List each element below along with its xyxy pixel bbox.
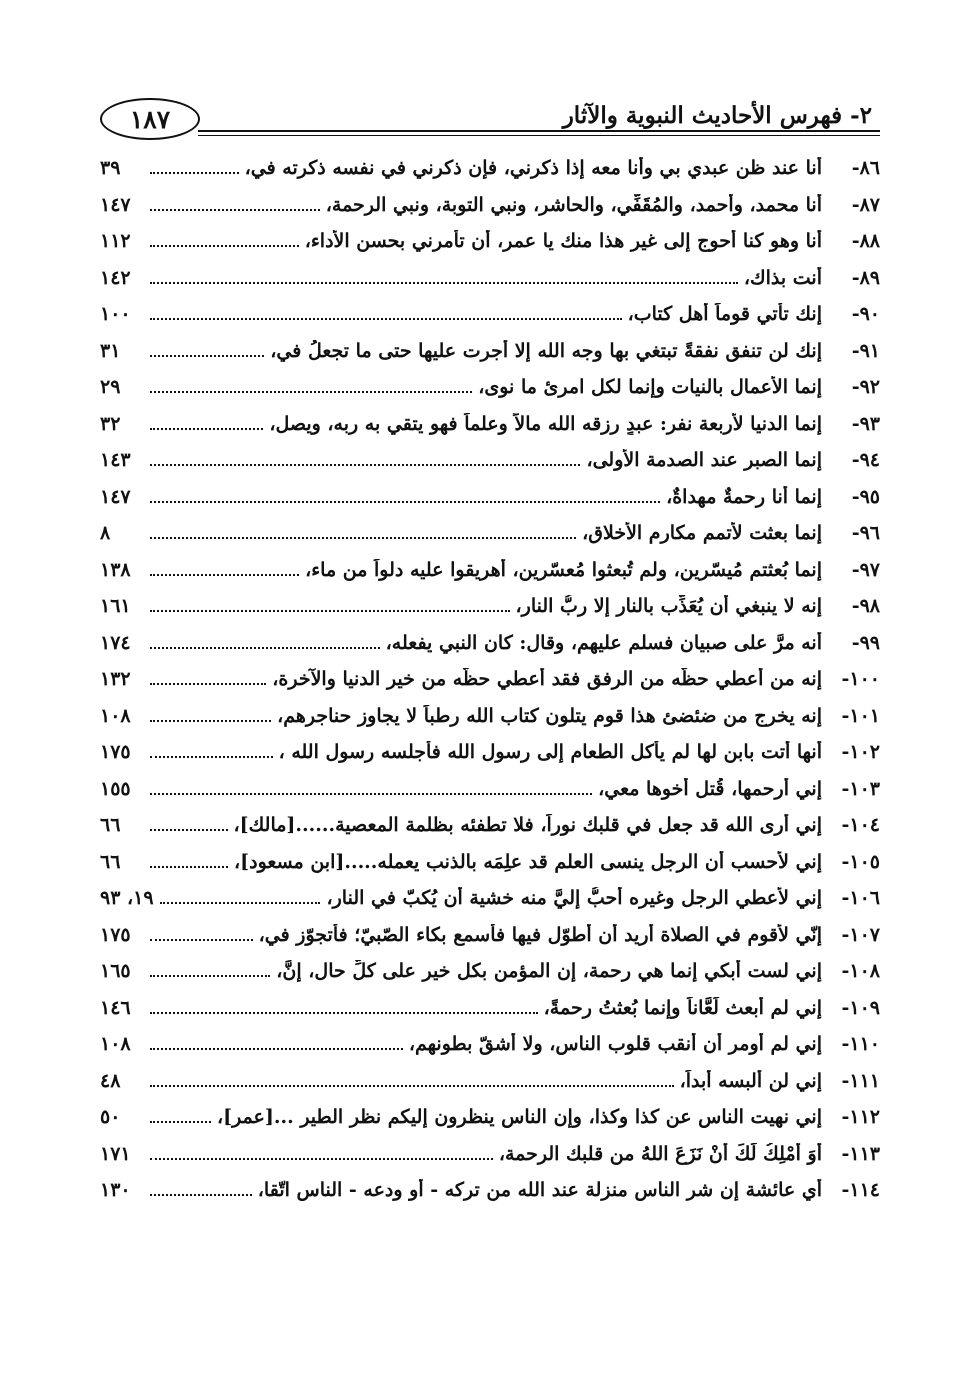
dot-leader xyxy=(150,1194,252,1196)
dot-leader xyxy=(150,720,271,722)
dot-leader xyxy=(150,647,380,649)
index-entry xyxy=(100,479,880,516)
entry-number: ٨٦- xyxy=(851,157,880,180)
index-entry xyxy=(100,1026,880,1063)
entry-page-ref: ١٧٤ xyxy=(100,631,131,654)
index-entry xyxy=(100,369,880,406)
dot-leader xyxy=(150,683,266,685)
index-entry xyxy=(100,1136,880,1173)
entry-text: إنك لن تنفق نفقةً تبتغي بها وجه الله إلا أجرت عليها حتى ما تجعلُ في، xyxy=(270,339,822,362)
entry-number: ١٠٣- xyxy=(841,777,880,800)
entry-number: ٩٥- xyxy=(851,485,880,508)
header-rule-thin xyxy=(198,135,880,136)
entry-page-ref: ٢٩ xyxy=(100,376,121,399)
header-rule xyxy=(198,130,880,132)
index-entry xyxy=(100,880,880,917)
entry-page-ref: ٣٢ xyxy=(100,412,121,435)
page-number: ١٨٧ xyxy=(129,104,171,134)
entry-page-ref: ١٧٥ xyxy=(100,923,131,946)
entry-text: إني لم أومر أن أنقب قلوب الناس، ولا أشقّ بطونهم، xyxy=(408,1033,822,1056)
entry-page-ref: ١١٢ xyxy=(100,230,131,253)
dot-leader xyxy=(150,939,253,941)
entry-text: إنّي لأقوم في الصلاة أريد أن أطوّل فيها فأسمع بكاء الصّبيّ؛ فأتجوّز في، xyxy=(258,923,822,946)
entry-text: إنه لا ينبغي أن يُعَذِّب بالنار إلا ربُّ النار، xyxy=(515,595,822,618)
dot-leader xyxy=(150,866,228,868)
entry-number: ٩٢- xyxy=(851,376,880,399)
entry-page-ref: ١٥٥ xyxy=(100,777,131,800)
entry-text: إني لأحسب أن الرجل ينسى العلم قد علِمَه بالذنب يعمله.....[ابن مسعود]، xyxy=(234,850,822,873)
entry-page-ref: ٨ xyxy=(100,522,111,545)
dot-leader xyxy=(150,428,263,430)
index-entry xyxy=(100,260,880,297)
dot-leader xyxy=(150,464,580,466)
entry-page-ref: ١٤٧ xyxy=(100,485,131,508)
entry-page-ref: ١٤٢ xyxy=(100,266,131,289)
entry-number: ٨٩- xyxy=(851,266,880,289)
entry-text: أنا عند ظن عبدي بي وأنا معه إذا ذكرني، فإن ذكرني في نفسه ذكرته في، xyxy=(244,157,822,180)
entry-number: ٩٣- xyxy=(851,412,880,435)
entry-page-ref: ١٤٣ xyxy=(100,449,131,472)
dot-leader xyxy=(150,1121,211,1123)
dot-leader xyxy=(150,610,510,612)
entry-text: أنا وهو كنا أحوج إلى غير هذا منك يا عمر، أن تأمرني بحسن الأداء، xyxy=(304,230,822,253)
index-entry xyxy=(100,333,880,370)
entry-number: ١٠٧- xyxy=(841,923,880,946)
dot-leader xyxy=(150,829,228,831)
index-entry xyxy=(100,223,880,260)
index-entry xyxy=(100,661,880,698)
entry-number: ١٠٥- xyxy=(841,850,880,873)
index-entry xyxy=(100,990,880,1027)
entry-number: ٩١- xyxy=(851,339,880,362)
index-list xyxy=(100,150,880,1209)
entry-number: ١٠١- xyxy=(841,704,880,727)
entry-page-ref: ١٧٥ xyxy=(100,741,131,764)
index-entry xyxy=(100,442,880,479)
index-entry xyxy=(100,917,880,954)
entry-text: إنما الدنيا لأربعة نفر: عبدٍ رزقه الله مالاً وعلماً فهو يتقي به ربه، ويصل، xyxy=(269,412,822,435)
entry-page-ref: ١٤٧ xyxy=(100,193,131,216)
entry-text: أنها أتت بابنٍ لها لم يأكل الطعام إلى رسول الله فأجلسه رسول الله ، xyxy=(278,741,822,764)
entry-text: إنه من أعطي حظّه من الرفق فقد أعطي حظّه من خير الدنيا والآخرة، xyxy=(272,668,822,691)
entry-number: ١٠٦- xyxy=(841,887,880,910)
entry-page-ref: ١٣٠ xyxy=(100,1179,131,1202)
entry-page-ref: ١٠٨ xyxy=(100,704,131,727)
entry-text: أنا محمد، وأحمد، والمُقَفِّي، والحاشر، ونبي التوبة، ونبي الرحمة، xyxy=(325,193,822,216)
index-entry xyxy=(100,953,880,990)
index-entry xyxy=(100,807,880,844)
entry-number: ١٠٠- xyxy=(841,668,880,691)
entry-number: ١١٢- xyxy=(841,1106,880,1129)
entry-page-ref: ١٩، ٩٣ xyxy=(100,887,154,910)
index-entry xyxy=(100,150,880,187)
entry-number: ١١٠- xyxy=(841,1033,880,1056)
dot-leader xyxy=(150,355,264,357)
index-entry xyxy=(100,588,880,625)
dot-leader xyxy=(150,1158,493,1160)
index-entry xyxy=(100,734,880,771)
dot-leader xyxy=(150,537,576,539)
entry-page-ref: ٥٠ xyxy=(100,1106,121,1129)
dot-leader xyxy=(150,245,299,247)
entry-text: إني نهيت الناس عن كذا وكذا، وإن الناس ينظرون إليكم نظر الطير ...[عمر]، xyxy=(216,1106,822,1129)
entry-page-ref: ١٤٦ xyxy=(100,996,131,1019)
entry-text: إنما أنا رحمةٌ مهداةٌ، xyxy=(666,485,822,508)
page-number-badge xyxy=(100,98,200,140)
entry-text: إنما بعثت لأتمم مكارم الأخلاق، xyxy=(582,522,822,545)
entry-text: إني لست أبكي إنما هي رحمة، إن المؤمن بكل خير على كلِّ حال، إنَّ، xyxy=(276,960,822,983)
entry-number: ٨٨- xyxy=(851,230,880,253)
entry-number: ١٠٨- xyxy=(841,960,880,983)
dot-leader xyxy=(150,756,273,758)
entry-number: ٩٤- xyxy=(851,449,880,472)
entry-text: إني أرى الله قد جعل في قلبك نوراً، فلا تطفئه بظلمة المعصية......[مالك]، xyxy=(233,814,822,837)
index-entry xyxy=(100,625,880,662)
entry-page-ref: ١٧١ xyxy=(100,1142,131,1165)
entry-number: ٩٠- xyxy=(851,303,880,326)
dot-leader xyxy=(150,172,239,174)
dot-leader xyxy=(150,501,660,503)
entry-number: ٩٧- xyxy=(851,558,880,581)
entry-number: ٩٦- xyxy=(851,522,880,545)
entry-text: أي عائشة إن شر الناس منزلة عند الله من تركه - أو ودعه - الناس اتّقا، xyxy=(257,1179,822,1202)
entry-text: إنك تأتي قوماً أهل كتاب، xyxy=(627,303,822,326)
index-entry xyxy=(100,1099,880,1136)
index-entry xyxy=(100,698,880,735)
dot-leader xyxy=(150,282,738,284)
index-entry xyxy=(100,844,880,881)
index-entry xyxy=(100,406,880,443)
index-entry xyxy=(100,187,880,224)
dot-leader xyxy=(150,1085,674,1087)
entry-number: ٩٩- xyxy=(851,631,880,654)
dot-leader xyxy=(150,793,592,795)
dot-leader xyxy=(150,1012,538,1014)
index-entry xyxy=(100,515,880,552)
entry-text: إنما بُعثتم مُيسّرين، ولم تُبعثوا مُعسّرين، أهريقوا عليه دلواً من ماء، xyxy=(305,558,822,581)
entry-page-ref: ١٠٠ xyxy=(100,303,131,326)
index-entry xyxy=(100,552,880,589)
index-entry xyxy=(100,1063,880,1100)
entry-number: ١١١- xyxy=(841,1069,880,1092)
entry-page-ref: ٦٦ xyxy=(100,850,121,873)
entry-page-ref: ١٣٢ xyxy=(100,668,131,691)
page-header xyxy=(100,98,880,148)
entry-number: ٩٨- xyxy=(851,595,880,618)
index-entry xyxy=(100,771,880,808)
dot-leader xyxy=(150,318,622,320)
dot-leader xyxy=(150,209,320,211)
entry-text: أنه مرَّ على صبيان فسلم عليهم، وقال: كان النبي يفعله، xyxy=(385,631,822,654)
entry-page-ref: ١٦٥ xyxy=(100,960,131,983)
entry-page-ref: ٦٦ xyxy=(100,814,121,837)
entry-text: إني لم أُبعث لَعَّاناً وإنما بُعثتُ رحمةً، xyxy=(543,996,822,1019)
entry-text: إنه يخرج من ضئضئ هذا قوم يتلون كتاب الله رطباً لا يجاوز حناجرهم، xyxy=(277,704,822,727)
dot-leader xyxy=(150,574,299,576)
entry-page-ref: ٣٩ xyxy=(100,157,121,180)
entry-text: إني لأعطي الرجل وغيره أحبُّ إليَّ منه خشية أن يُكبّ في النار، xyxy=(326,887,822,910)
entry-text: إنما الصبر عند الصدمة الأولى، xyxy=(586,449,822,472)
entry-page-ref: ١٣٨ xyxy=(100,558,131,581)
entry-number: ١٠٢- xyxy=(841,741,880,764)
entry-number: ٨٧- xyxy=(851,193,880,216)
entry-number: ١٠٤- xyxy=(841,814,880,837)
dot-leader xyxy=(160,902,321,904)
section-title: ٢- فهرس الأحاديث النبوية والآثار xyxy=(562,102,872,129)
entry-number: ١٠٩- xyxy=(841,996,880,1019)
entry-page-ref: ١٦١ xyxy=(100,595,131,618)
index-entry xyxy=(100,296,880,333)
entry-page-ref: ١٠٨ xyxy=(100,1033,131,1056)
entry-text: أَوَ أَمْلِكُ لَكَ أَنْ نَزَعَ اللهُ من قلبك الرحمة، xyxy=(498,1142,822,1165)
dot-leader xyxy=(150,975,270,977)
dot-leader xyxy=(150,391,472,393)
entry-text: إنما الأعمال بالنيات وإنما لكل امرئ ما نوى، xyxy=(478,376,822,399)
index-entry xyxy=(100,1172,880,1209)
entry-page-ref: ٤٨ xyxy=(100,1069,121,1092)
entry-text: أنت بذاك، xyxy=(743,266,822,289)
entry-text: إني لن ألبسه أبداً، xyxy=(679,1069,822,1092)
entry-text: إني أرحمها، قُتل أخوها معي، xyxy=(598,777,822,800)
entry-page-ref: ٣١ xyxy=(100,339,121,362)
dot-leader xyxy=(150,1048,403,1050)
entry-number: ١١٣- xyxy=(841,1142,880,1165)
entry-number: ١١٤- xyxy=(841,1179,880,1202)
